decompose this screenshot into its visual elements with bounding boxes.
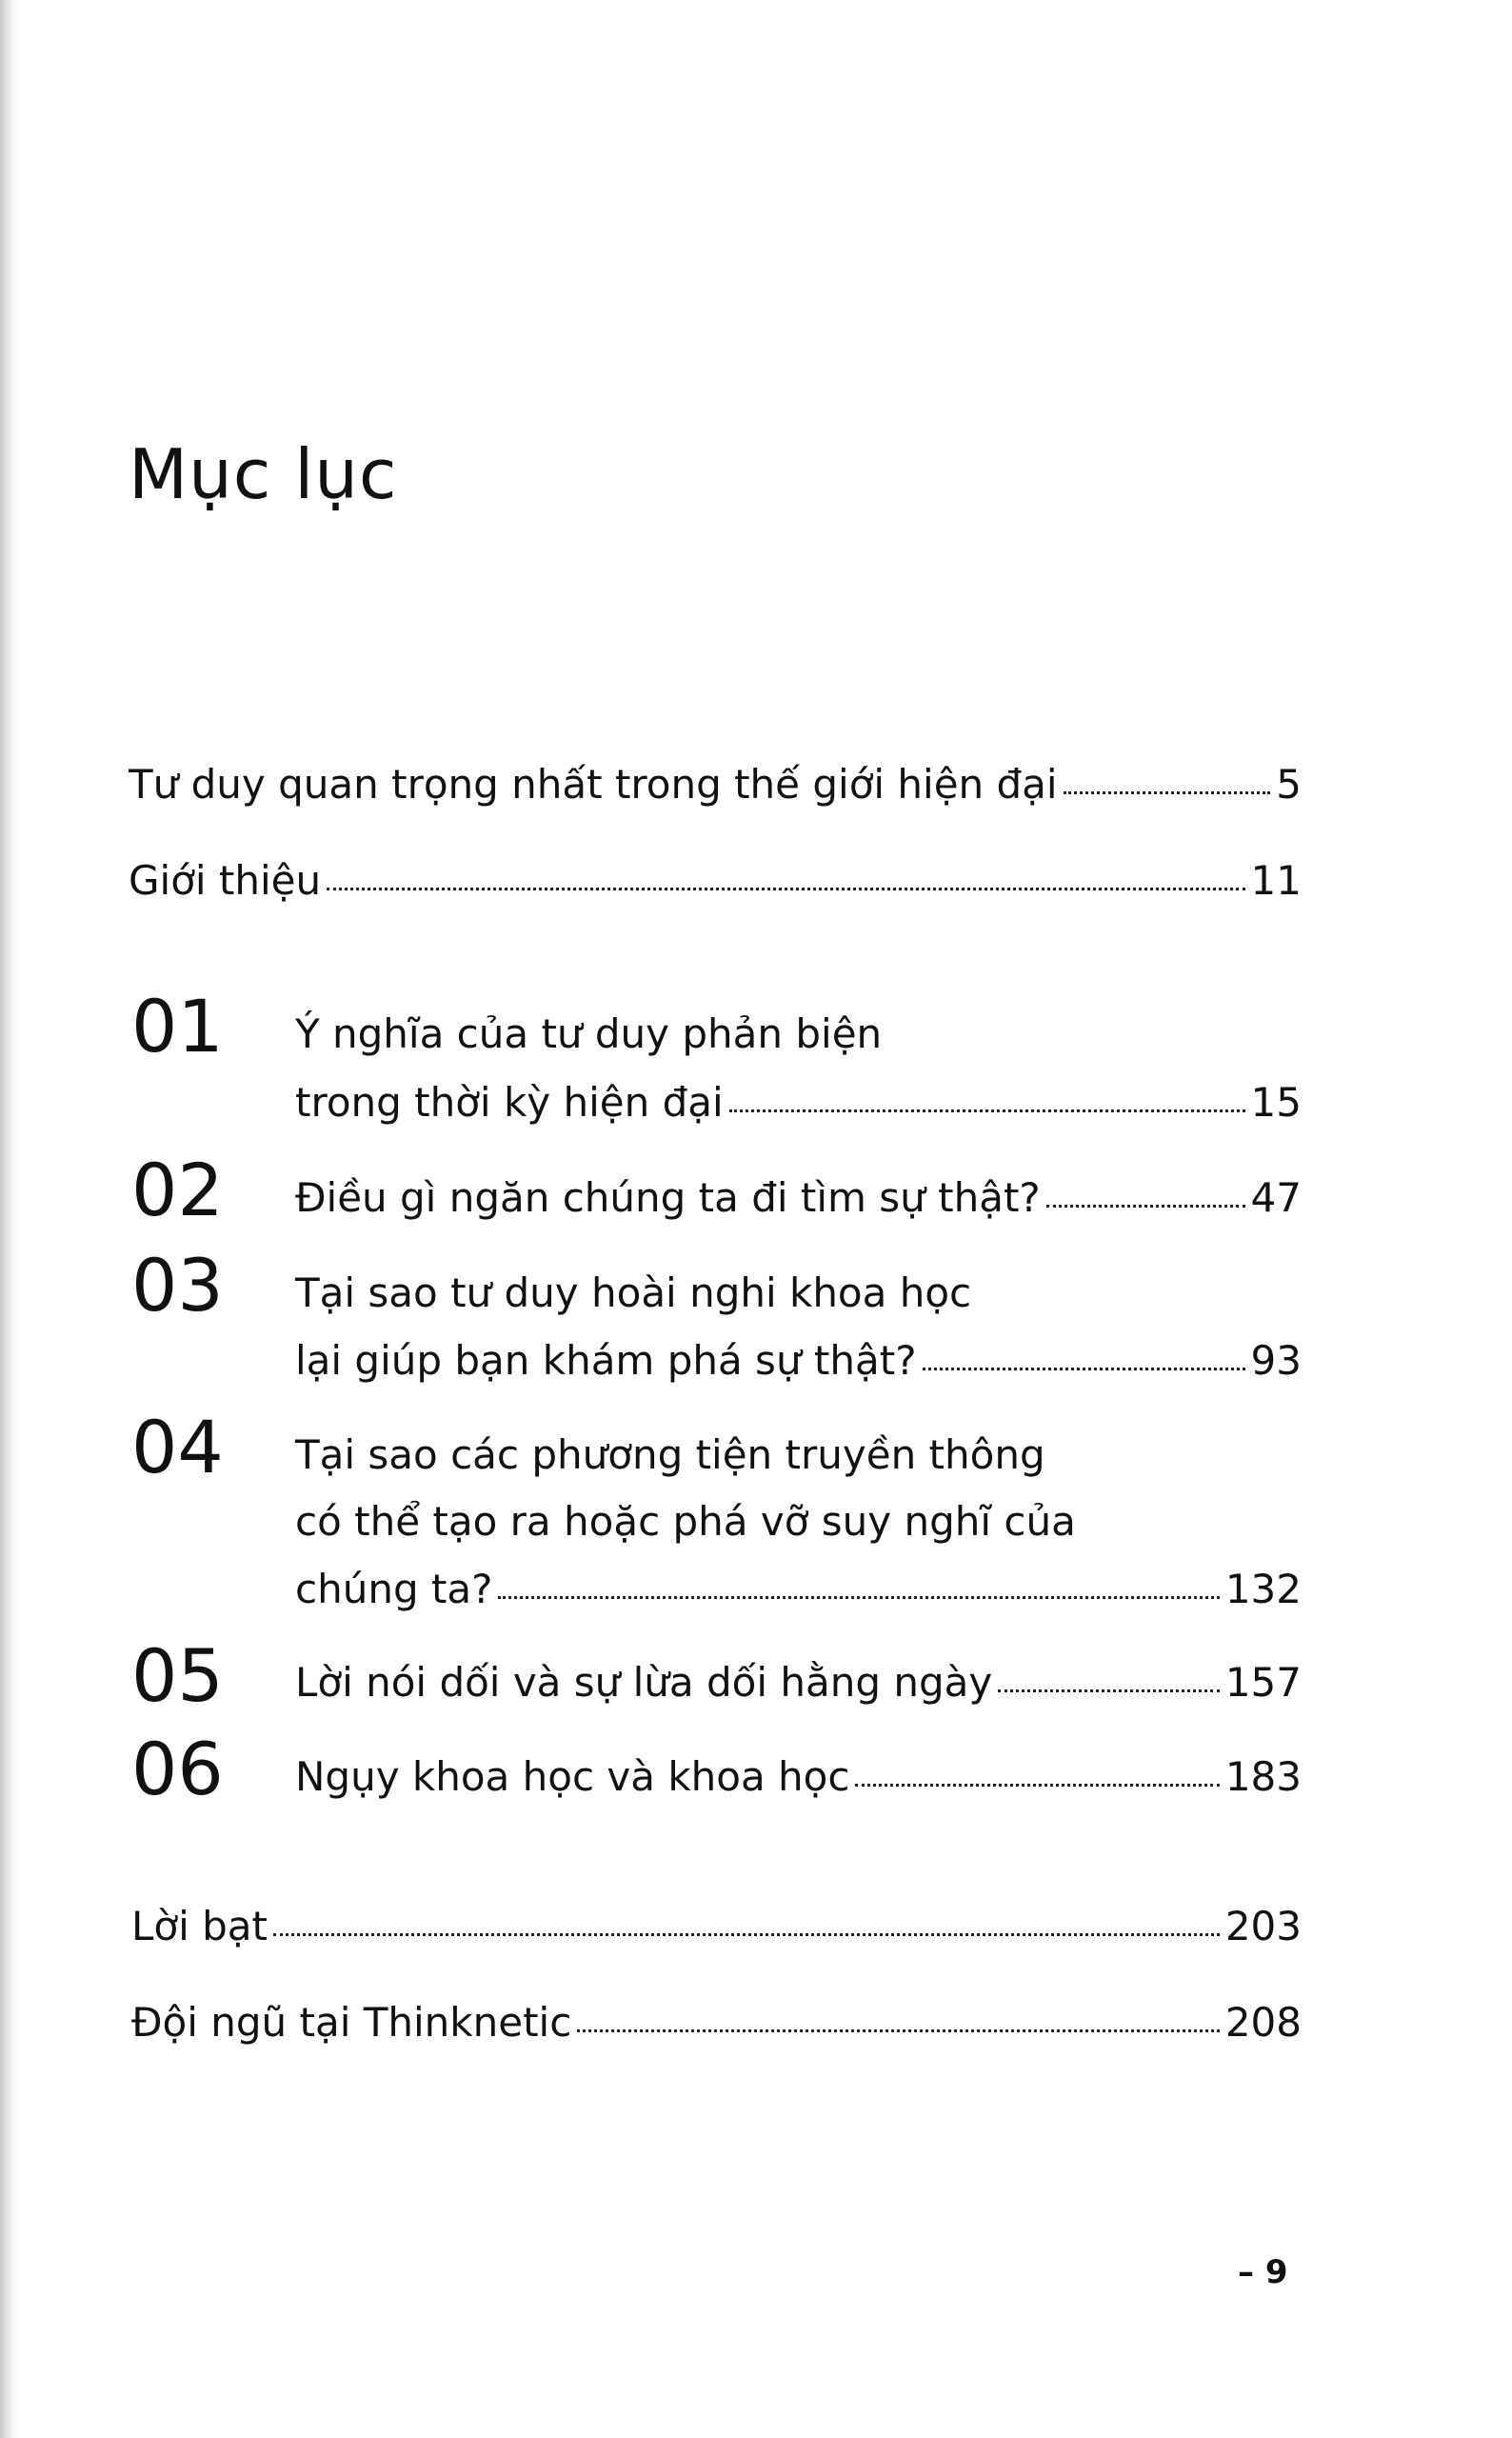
dot-leader: [923, 1368, 1245, 1370]
chapter-title-line: Ý nghĩa của tư duy phản biện: [295, 1010, 883, 1057]
chapter-title-line: Tại sao các phương tiện truyền thông: [295, 1431, 1045, 1478]
toc-entry-label: Giới thiệu: [129, 857, 322, 904]
toc-entry-page: 5: [1276, 761, 1302, 808]
chapter-title-line: Tại sao tư duy hoài nghi khoa học: [295, 1269, 972, 1316]
chapter-number-06: 06: [131, 1727, 224, 1811]
chapter-number-01: 01: [131, 984, 224, 1069]
toc-entry-back-1[interactable]: [131, 1999, 1302, 2046]
toc-entry-page: 11: [1250, 857, 1302, 904]
dot-leader: [998, 1689, 1220, 1692]
toc-entry-label: Điều gì ngăn chúng ta đi tìm sự thật?: [295, 1174, 1041, 1221]
page-edge-shadow: [0, 0, 17, 2438]
chapter-number-02: 02: [131, 1148, 224, 1232]
dot-leader: [498, 1596, 1219, 1599]
toc-entry-label: Tư duy quan trọng nhất trong thế giới hiện đại: [129, 761, 1058, 808]
toc-entry-page: 183: [1224, 1753, 1302, 1800]
dot-leader: [1046, 1205, 1245, 1208]
dot-leader: [729, 1109, 1245, 1112]
toc-entry-page: 157: [1224, 1659, 1302, 1706]
toc-entry-label: trong thời kỳ hiện đại: [295, 1079, 724, 1126]
chapter-number-05: 05: [131, 1633, 224, 1718]
toc-entry-front-1[interactable]: [129, 857, 1302, 904]
dot-leader: [1064, 791, 1271, 794]
toc-entry-chapter-05[interactable]: [295, 1659, 1302, 1706]
dot-leader: [327, 888, 1244, 890]
toc-entry-page: 93: [1250, 1337, 1302, 1384]
toc-entry-label: Đội ngũ tại Thinknetic: [131, 1999, 572, 2046]
page-title: Mục lục: [129, 434, 398, 514]
toc-entry-page: 208: [1224, 1999, 1302, 2046]
toc-entry-page: 132: [1224, 1566, 1302, 1612]
toc-entry-front-0[interactable]: [129, 761, 1302, 808]
toc-entry-label: Lời nói dối và sự lừa dối hằng ngày: [295, 1659, 993, 1706]
toc-entry-page: 47: [1250, 1174, 1302, 1221]
toc-entry-label: Ngụy khoa học và khoa học: [295, 1753, 850, 1800]
toc-entry-chapter-03[interactable]: [295, 1337, 1302, 1384]
toc-entry-label: Lời bạt: [131, 1903, 268, 1949]
toc-entry-chapter-06[interactable]: [295, 1753, 1302, 1800]
toc-entry-chapter-02[interactable]: [295, 1174, 1302, 1221]
chapter-number-04: 04: [131, 1405, 224, 1489]
page-number: – 9: [1238, 2253, 1288, 2291]
toc-entry-back-0[interactable]: [131, 1903, 1302, 1949]
toc-entry-chapter-04[interactable]: [295, 1566, 1302, 1612]
toc-entry-label: chúng ta?: [295, 1566, 493, 1612]
toc-entry-page: 203: [1224, 1903, 1302, 1949]
chapter-title-line: có thể tạo ra hoặc phá vỡ suy nghĩ của: [295, 1498, 1076, 1545]
dot-leader: [855, 1784, 1219, 1787]
toc-entry-label: lại giúp bạn khám phá sự thật?: [295, 1337, 917, 1384]
toc-entry-chapter-01[interactable]: [295, 1079, 1302, 1126]
dot-leader: [273, 1933, 1220, 1936]
toc-entry-page: 15: [1250, 1079, 1302, 1126]
chapter-number-03: 03: [131, 1243, 224, 1328]
dot-leader: [577, 2029, 1220, 2032]
